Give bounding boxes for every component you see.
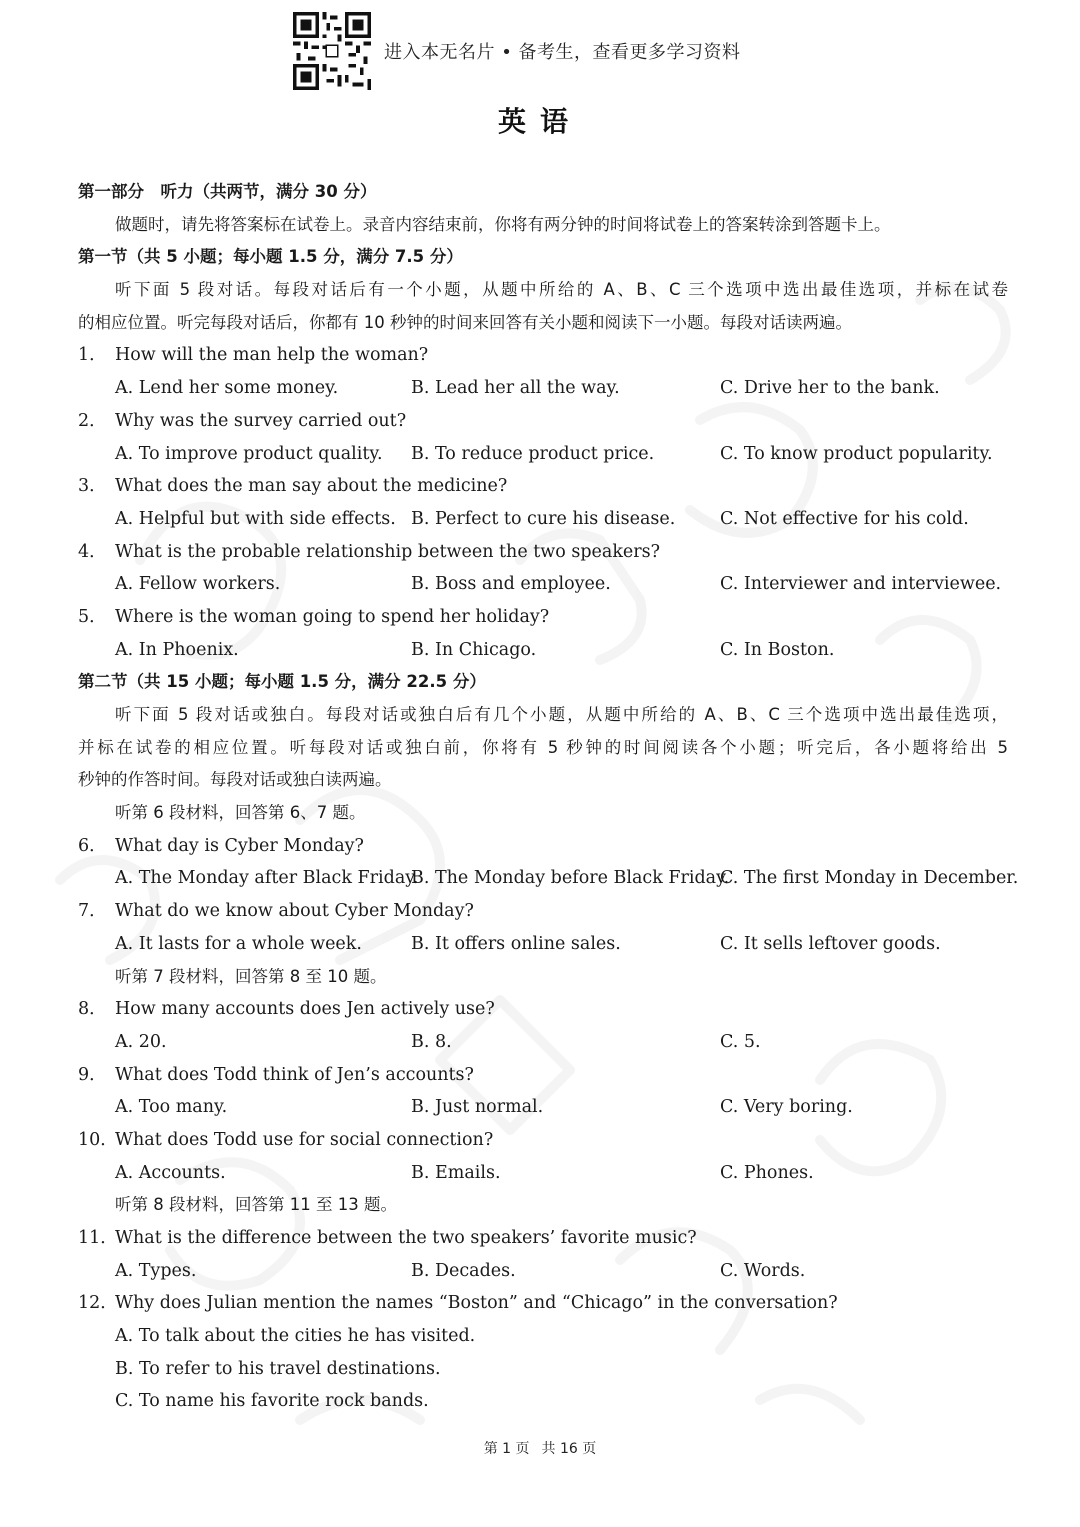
option-b[interactable]: B. 8. (411, 1031, 452, 1052)
option-b[interactable]: B. In Chicago. (411, 639, 537, 660)
question-stem (78, 830, 1008, 863)
question-stem (78, 1059, 1008, 1092)
question-number: 10． (78, 1129, 118, 1150)
option-c[interactable]: C. Drive her to the bank. (720, 378, 940, 399)
part1-heading: 第一部分 听力（共两节，满分 30 分） (78, 182, 377, 201)
question-stem (78, 601, 1008, 634)
question-stem (78, 993, 1008, 1026)
question-options (78, 1157, 1008, 1190)
question-number: 6． (78, 835, 107, 856)
page-total: 共 16 页 (541, 1441, 597, 1457)
question-text: What day is Cyber Monday? (115, 835, 364, 856)
question-number: 3． (78, 476, 107, 497)
option-b[interactable]: B. To refer to his travel destinations. (115, 1358, 441, 1379)
promo-text: 进入本无名片 • 备考生，查看更多学习资料 (384, 42, 741, 63)
question-options (78, 862, 1019, 895)
section1-instructions-1: 听下面 5 段对话。每段对话后有一个小题，从题中所给的 A、B、C 三个选项中选出最佳选项，并标在试卷 (115, 280, 1008, 300)
question-stem (78, 1222, 1008, 1255)
question-options (78, 1255, 1008, 1288)
question-number: 4． (78, 541, 107, 562)
question-stem (78, 1287, 1008, 1320)
option-b[interactable]: B. Decades. (411, 1260, 516, 1281)
option-a[interactable]: A. To improve product quality. (115, 443, 383, 464)
material-8-note: 听第 8 段材料，回答第 11 至 13 题。 (115, 1195, 397, 1215)
question-stem (78, 536, 1008, 569)
question-options (78, 503, 1008, 536)
option-a[interactable]: A. Helpful but with side effects. (115, 508, 396, 529)
option-b[interactable]: B. The Monday before Black Friday. (411, 868, 730, 889)
option-c[interactable]: C. To know product popularity. (720, 443, 993, 464)
question-stem (78, 470, 1008, 503)
option-b[interactable]: B. To reduce product price. (411, 443, 655, 464)
question-number: 9． (78, 1064, 107, 1085)
option-b[interactable]: B. Emails. (411, 1162, 501, 1183)
option-c[interactable]: C. Interviewer and interviewee. (720, 574, 1002, 595)
option-c[interactable]: C. 5. (720, 1031, 761, 1052)
option-b[interactable]: B. Just normal. (411, 1097, 544, 1118)
question-text: What do we know about Cyber Monday? (115, 901, 474, 922)
section2-heading: 第二节（共 15 小题；每小题 1.5 分，满分 22.5 分） (78, 672, 486, 692)
option-c[interactable]: C. To name his favorite rock bands. (115, 1391, 429, 1412)
question-options (78, 1026, 1008, 1059)
question-options (78, 1091, 1008, 1124)
option-c[interactable]: C. Not effective for his cold. (720, 508, 969, 529)
question-text: What does Todd think of Jen’s accounts? (115, 1064, 474, 1085)
option-b[interactable]: B. Perfect to cure his disease. (411, 508, 676, 529)
question-number: 2． (78, 410, 107, 431)
question-options (78, 438, 1008, 471)
question-number: 11． (78, 1228, 118, 1248)
option-a[interactable]: A. To talk about the cities he has visited. (115, 1326, 476, 1347)
question-text: How will the man help the woman? (115, 345, 429, 366)
option-c[interactable]: C. The first Monday in December. (720, 868, 1019, 889)
question-options (78, 928, 1008, 961)
question-number: 8． (78, 999, 107, 1020)
option-b[interactable]: B. Boss and employee. (411, 574, 611, 595)
qr-code-icon[interactable] (292, 12, 372, 90)
question-stem (78, 405, 1008, 438)
option-a[interactable]: A. Types. (115, 1260, 197, 1281)
option-a[interactable]: A. In Phoenix. (115, 639, 239, 660)
question-text: What does the man say about the medicine? (115, 476, 508, 497)
question-number: 7． (78, 901, 107, 922)
option-a[interactable]: A. Lend her some money. (115, 378, 339, 399)
question-text: What is the probable relationship between the two speakers? (115, 541, 661, 562)
option-a[interactable]: A. The Monday after Black Friday. (115, 868, 419, 889)
exam-content (78, 176, 1019, 1418)
option-a[interactable]: A. It lasts for a whole week. (115, 933, 362, 954)
option-c[interactable]: C. Phones. (720, 1162, 814, 1183)
question-text: What does Todd use for social connection? (115, 1129, 494, 1150)
section1-heading: 第一节（共 5 小题；每小题 1.5 分，满分 7.5 分） (78, 247, 463, 267)
option-c[interactable]: C. Very boring. (720, 1097, 853, 1118)
option-b[interactable]: B. Lead her all the way. (411, 378, 620, 399)
page-header (292, 12, 741, 90)
section2-instructions-1: 听下面 5 段对话或独白。每段对话或独白后有几个小题，从题中所给的 A、B、C 三个选项中选出最佳选项， (115, 705, 1008, 724)
question-text: Why was the survey carried out? (115, 410, 407, 431)
question-number: 12． (78, 1293, 118, 1314)
question-options (78, 568, 1008, 601)
option-a[interactable]: A. Accounts. (115, 1162, 226, 1183)
section2-instructions-2: 并标在试卷的相应位置。听每段对话或独白前，你将有 5 秒钟的时间阅读各个小题；听完后，各小题将给出 5 (78, 737, 1008, 757)
section1-instructions-2: 的相应位置。听完每段对话后，你都有 10 秒钟的时间来回答有关小题和阅读下一小题。每段对话读两遍。 (78, 312, 852, 332)
question-number: 1． (78, 345, 107, 366)
question-options (78, 372, 1008, 405)
option-a[interactable]: A. Too many. (115, 1097, 228, 1118)
option-b[interactable]: B. It offers online sales. (411, 933, 621, 954)
material-6-note: 听第 6 段材料，回答第 6、7 题。 (115, 803, 366, 823)
question-text: Where is the woman going to spend her holiday? (115, 606, 550, 627)
question-text: What is the difference between the two speakers’ favorite music? (115, 1228, 697, 1248)
question-options (78, 634, 1008, 667)
part1-intro: 做题时，请先将答案标在试卷上。录音内容结束前，你将有两分钟的时间将试卷上的答案转涂到答题卡上。 (115, 214, 891, 234)
section2-instructions-3: 秒钟的作答时间。每段对话或独白读两遍。 (78, 770, 392, 790)
material-7-note: 听第 7 段材料，回答第 8 至 10 题。 (115, 966, 387, 986)
question-text: Why does Julian mention the names “Boston” and “Chicago” in the conversation? (115, 1293, 838, 1314)
page-number: 第 1 页 (483, 1441, 530, 1457)
question-stem (78, 895, 1008, 928)
option-c[interactable]: C. In Boston. (720, 639, 835, 660)
option-a[interactable]: A. 20. (115, 1031, 167, 1052)
option-c[interactable]: C. Words. (720, 1260, 806, 1281)
question-text: How many accounts does Jen actively use? (115, 999, 495, 1020)
option-c[interactable]: C. It sells leftover goods. (720, 933, 941, 954)
option-a[interactable]: A. Fellow workers. (115, 574, 281, 595)
page-title: 英语 (497, 105, 582, 138)
question-stem (78, 1124, 1008, 1157)
question-number: 5． (78, 606, 107, 627)
page-footer (0, 1438, 1080, 1458)
question-stem (78, 339, 1008, 372)
